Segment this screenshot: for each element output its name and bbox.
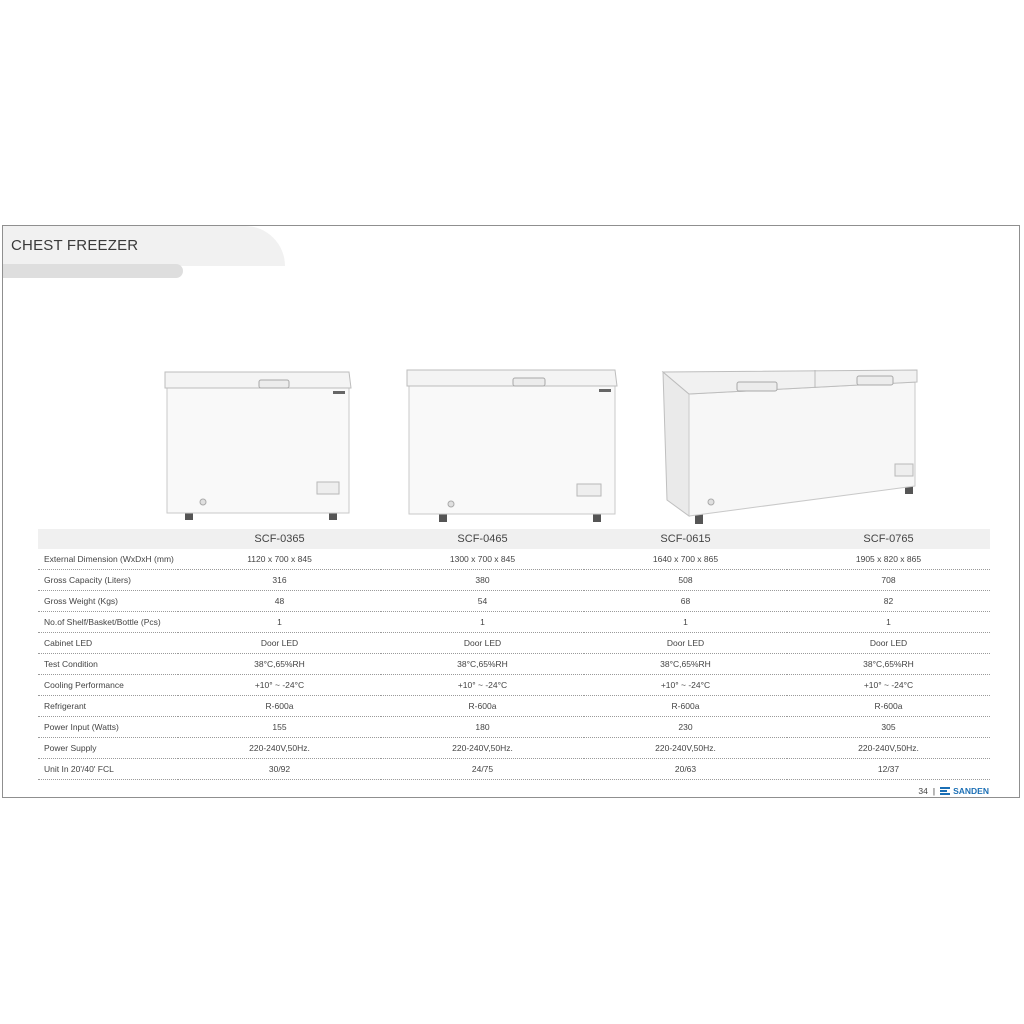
- spec-value: 220-240V,50Hz.: [787, 738, 990, 759]
- spec-table-body: [38, 549, 990, 780]
- model-header: SCF-0465: [381, 529, 584, 549]
- spec-value: 1: [584, 612, 787, 633]
- table-row: [38, 549, 990, 570]
- brand-logo: [940, 786, 989, 796]
- spec-value: 68: [584, 591, 787, 612]
- spec-value: 20/63: [584, 759, 787, 780]
- spec-label: External Dimension (WxDxH (mm): [38, 549, 178, 570]
- spec-value: 316: [178, 570, 381, 591]
- spec-label: Unit In 20'/40' FCL: [38, 759, 178, 780]
- spec-value: R-600a: [178, 696, 381, 717]
- spec-value: 220-240V,50Hz.: [381, 738, 584, 759]
- spec-value: 24/75: [381, 759, 584, 780]
- spec-value: Door LED: [178, 633, 381, 654]
- spec-label: No.of Shelf/Basket/Bottle (Pcs): [38, 612, 178, 633]
- table-row: [38, 633, 990, 654]
- spec-value: 30/92: [178, 759, 381, 780]
- spec-value: 1640 x 700 x 865: [584, 549, 787, 570]
- table-row: [38, 654, 990, 675]
- spec-label: Gross Weight (Kgs): [38, 591, 178, 612]
- spec-table: [38, 529, 990, 780]
- spec-value: Door LED: [787, 633, 990, 654]
- table-header-blank: [38, 529, 178, 549]
- spec-value: 82: [787, 591, 990, 612]
- spec-value: 220-240V,50Hz.: [178, 738, 381, 759]
- spec-value: 380: [381, 570, 584, 591]
- spec-value: Door LED: [381, 633, 584, 654]
- table-row: [38, 591, 990, 612]
- spec-value: 1905 x 820 x 865: [787, 549, 990, 570]
- spec-value: 708: [787, 570, 990, 591]
- spec-label: Power Input (Watts): [38, 717, 178, 738]
- spec-label: Gross Capacity (Liters): [38, 570, 178, 591]
- spec-value: +10° ~ -24°C: [178, 675, 381, 696]
- spec-value: 12/37: [787, 759, 990, 780]
- table-header-row: [38, 529, 990, 549]
- spec-value: 155: [178, 717, 381, 738]
- spec-value: R-600a: [584, 696, 787, 717]
- model-header: SCF-0365: [178, 529, 381, 549]
- spec-label: Cooling Performance: [38, 675, 178, 696]
- title-band-accent: [3, 264, 183, 278]
- brand-name: SANDEN: [953, 786, 989, 796]
- table-row: [38, 759, 990, 780]
- freezer-image-scf-0465: [405, 362, 619, 526]
- spec-value: 48: [178, 591, 381, 612]
- model-header: SCF-0765: [787, 529, 990, 549]
- spec-value: 1: [787, 612, 990, 633]
- table-row: [38, 675, 990, 696]
- spec-value: R-600a: [787, 696, 990, 717]
- spec-value: 230: [584, 717, 787, 738]
- spec-label: Refrigerant: [38, 696, 178, 717]
- spec-value: 1: [381, 612, 584, 633]
- spec-value: 38°C,65%RH: [584, 654, 787, 675]
- title-band: [3, 226, 291, 281]
- spec-value: +10° ~ -24°C: [381, 675, 584, 696]
- spec-value: 54: [381, 591, 584, 612]
- spec-label: Cabinet LED: [38, 633, 178, 654]
- spec-value: 38°C,65%RH: [381, 654, 584, 675]
- spec-value: 1300 x 700 x 845: [381, 549, 584, 570]
- spec-sheet: [2, 225, 1020, 798]
- table-row: [38, 717, 990, 738]
- freezer-image-scf-0615: [661, 366, 919, 526]
- spec-value: 1: [178, 612, 381, 633]
- model-header: SCF-0615: [584, 529, 787, 549]
- spec-value: 38°C,65%RH: [178, 654, 381, 675]
- spec-value: 180: [381, 717, 584, 738]
- table-row: [38, 570, 990, 591]
- spec-value: R-600a: [381, 696, 584, 717]
- spec-label: Power Supply: [38, 738, 178, 759]
- page-number: 34: [918, 786, 928, 796]
- spec-value: +10° ~ -24°C: [787, 675, 990, 696]
- spec-value: +10° ~ -24°C: [584, 675, 787, 696]
- spec-value: Door LED: [584, 633, 787, 654]
- footer-separator: |: [932, 786, 936, 796]
- table-row: [38, 612, 990, 633]
- sanden-logo-icon: [940, 787, 950, 795]
- spec-value: 305: [787, 717, 990, 738]
- page-title: CHEST FREEZER: [11, 237, 139, 254]
- spec-value: 508: [584, 570, 787, 591]
- spec-value: 1120 x 700 x 845: [178, 549, 381, 570]
- table-row: [38, 738, 990, 759]
- spec-value: 220-240V,50Hz.: [584, 738, 787, 759]
- table-row: [38, 696, 990, 717]
- spec-value: 38°C,65%RH: [787, 654, 990, 675]
- page-footer: [918, 785, 989, 797]
- spec-label: Test Condition: [38, 654, 178, 675]
- freezer-image-scf-0365: [163, 364, 353, 524]
